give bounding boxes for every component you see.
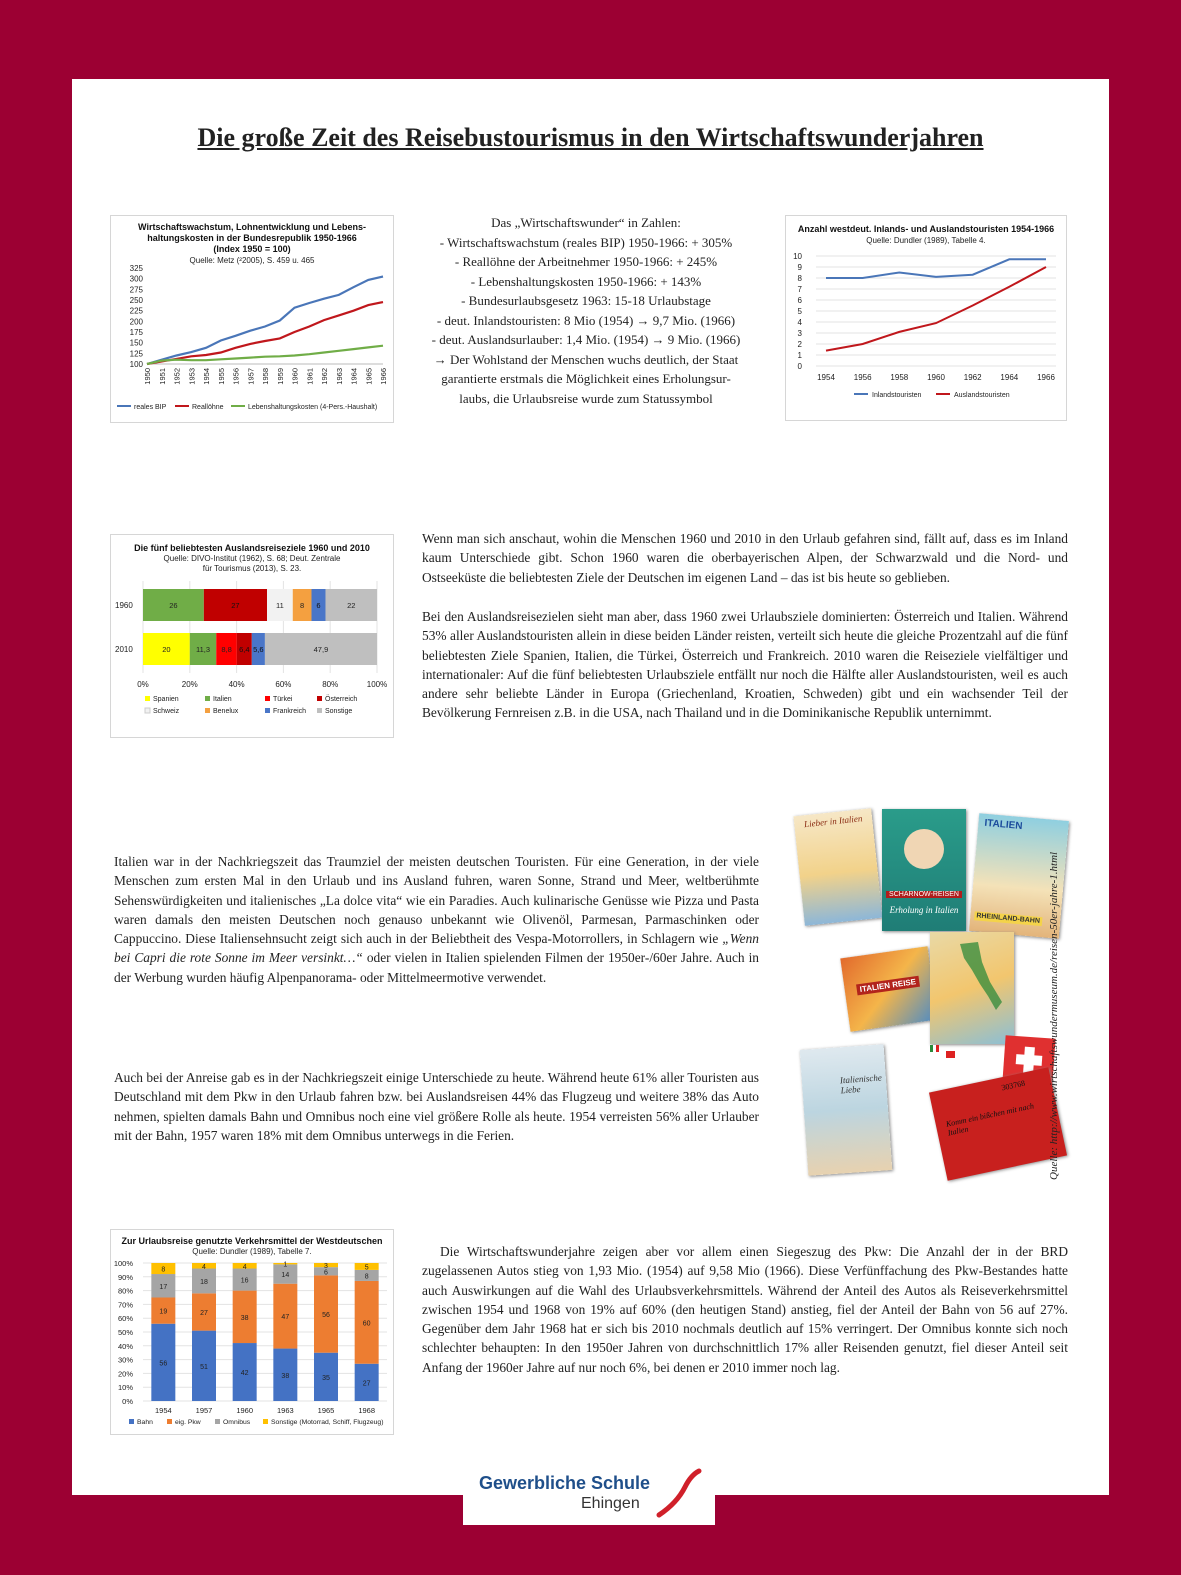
- y-tick-label: 5: [797, 307, 802, 316]
- data-label: 38: [240, 1314, 249, 1322]
- x-tick-label: 1966: [379, 368, 388, 385]
- poster-scharnow-sub: Erholung in Italien: [889, 905, 959, 915]
- logo-line2: Ehingen: [581, 1495, 640, 1512]
- paragraph-italy: [114, 852, 759, 987]
- legend-label: Reallöhne: [192, 404, 224, 411]
- wunder-line: garantierte erstmals die Möglichkeit eines Erholungsur-: [441, 371, 731, 386]
- category-label: 1960: [115, 601, 133, 610]
- poster-italien-text: ITALIEN: [983, 817, 1023, 833]
- data-label: 3: [324, 1263, 328, 1271]
- legend-label: Österreich: [325, 696, 358, 703]
- x-tick-label: 1955: [216, 368, 226, 385]
- italy-song-quote: „Wenn bei Capri die rote Sonne im Meer versinkt…“: [114, 931, 759, 966]
- x-tick-label: 0%: [137, 680, 149, 689]
- poster-italien-reise: [840, 946, 937, 1032]
- y-tick-label: 150: [129, 338, 143, 348]
- poster-italienische-liebe: [800, 1044, 893, 1176]
- y-tick-label: 80%: [117, 1286, 133, 1296]
- wunder-line: - Reallöhne der Arbeitnehmer 1950-1966: + 245%: [454, 254, 718, 269]
- y-tick-label: 50%: [117, 1328, 133, 1337]
- wunder-line: - deut. Inlandstouristen: 8 Mio (1954) → 9,7 Mio. (1966): [436, 312, 736, 328]
- y-tick-label: 275: [129, 285, 143, 295]
- x-tick-label: 1954: [817, 373, 835, 382]
- poster-komm-mit-text: Komm ein bißchen mit nach Italien: [944, 1101, 1035, 1138]
- x-tick-label: 1956: [231, 368, 241, 385]
- x-tick-label: 1964: [349, 368, 359, 385]
- logo-line1: Gewerbliche Schule: [479, 1473, 651, 1493]
- x-tick-label: 1960: [290, 368, 300, 385]
- y-tick-label: 10: [793, 252, 802, 261]
- legend-label: Omnibus: [223, 1419, 251, 1426]
- data-label: 56: [159, 1360, 168, 1368]
- data-label: 35: [322, 1374, 330, 1382]
- legend-label: Auslandstouristen: [954, 392, 1010, 399]
- data-label: 8: [364, 1273, 369, 1281]
- poster-portrait-icon: [904, 829, 944, 869]
- x-tick-label: 1951: [157, 368, 167, 385]
- data-label: 11,3: [195, 645, 211, 654]
- y-tick-label: 0: [797, 362, 802, 371]
- italy-flag-icon: [930, 1045, 939, 1052]
- x-tick-label: 1954: [154, 1406, 172, 1415]
- y-tick-label: 6: [797, 296, 802, 305]
- x-tick-label: 1952: [172, 368, 182, 385]
- x-tick-label: 1958: [890, 373, 909, 382]
- x-tick-label: 1957: [246, 368, 256, 385]
- data-label: 26: [169, 601, 178, 610]
- x-tick-label: 1950: [143, 368, 152, 385]
- school-logo: [463, 1463, 715, 1525]
- x-tick-label: 40%: [228, 680, 245, 689]
- source-vertical: Quelle: http://www.wirtschaftswundermuseum.de/reisen-50er-jahre-1.html: [1048, 851, 1060, 1180]
- category-label: 2010: [115, 645, 133, 654]
- legend-label: eig. Pkw: [175, 1419, 201, 1426]
- legend-swatch: [317, 696, 322, 701]
- y-tick-label: 30%: [117, 1355, 133, 1365]
- x-tick-label: 1965: [364, 368, 374, 385]
- swiss-flag-icon: [946, 1051, 955, 1058]
- data-label: 8: [161, 1266, 166, 1274]
- italy-text-b: oder vielen in Italien spielenden Filmen der 1950er-/60er Jahre. Auch in der Werbung wurden häufig Alpenpanorama- oder Mittelmeermotive verwendet.: [114, 950, 759, 985]
- data-label: 16: [240, 1277, 249, 1285]
- y-tick-label: 10%: [117, 1383, 133, 1393]
- data-label: 42: [240, 1370, 249, 1378]
- italy-map-icon: [930, 932, 1014, 1044]
- legend-swatch: [205, 708, 210, 713]
- x-tick-label: 1956: [853, 373, 872, 382]
- x-tick-label: 1961: [305, 368, 315, 385]
- page-title: Die große Zeit des Reisebustourismus in den Wirtschaftswunderjahren: [197, 123, 984, 152]
- data-label: 14: [281, 1272, 290, 1280]
- data-label: 5,6: [253, 645, 264, 654]
- chart-transport-plot: [111, 1257, 393, 1433]
- x-tick-label: 20%: [181, 680, 198, 689]
- y-tick-label: 225: [129, 306, 143, 316]
- y-tick-label: 100: [129, 360, 143, 369]
- data-label: 1: [283, 1261, 288, 1269]
- y-tick-label: 9: [797, 263, 802, 272]
- y-tick-label: 0%: [122, 1397, 133, 1406]
- data-label: 4: [202, 1263, 206, 1271]
- wunder-line: - deut. Auslandsurlauber: 1,4 Mio. (1954) → 9 Mio. (1966): [431, 332, 741, 347]
- y-tick-label: 2: [797, 340, 802, 349]
- wunder-heading: Das „Wirtschaftswunder“ in Zahlen:: [491, 215, 681, 230]
- data-label: 22: [347, 601, 356, 610]
- italy-text-a: Italien war in der Nachkriegszeit das Traumziel der meisten deutschen Touristen. Für eine Generation, in der viele Menschen zum ersten Mal in den Urlaub und ins Ausland fuhren, waren Sonne, Strand und Meer, weltberühmte Sehenswürdigkeiten und italienisches „La dolce vita“ wie ein Paradies. Auch kulinarische Genüsse wie Pizza und Pasta waren damals den meisten Deutschen noch genauso unbekannt wie Olivenöl, Parmesan, Parmaschinken oder Cappuccino. Diese Italiensehnsucht zeigt sich auch in der Beliebtheit des Vespa-Motorrollers, in Schlagern wie: [114, 854, 759, 947]
- wunder-line: laubs, die Urlaubsreise wurde zum Statussymbol: [459, 390, 713, 406]
- data-label: 20: [162, 645, 171, 654]
- paragraph-car: [422, 1242, 1068, 1377]
- x-tick-label: 1962: [963, 373, 982, 382]
- chart-economy-source: Quelle: Metz (²2005), S. 459 u. 465: [189, 256, 315, 265]
- chart-destinations-title: Die fünf beliebtesten Auslandsreiseziele 1960 und 2010: [134, 543, 370, 553]
- x-tick-label: 1968: [358, 1406, 376, 1415]
- chart-economy-title-line1: Wirtschaftswachstum, Lohnentwicklung und Lebens-: [138, 222, 366, 232]
- x-tick-label: 1962: [320, 368, 329, 385]
- x-tick-label: 1964: [1000, 373, 1019, 382]
- x-tick-label: 1963: [334, 368, 344, 385]
- legend-label: Lebenshaltungskosten (4-Pers.-Haushalt): [248, 404, 378, 411]
- data-label: 47: [281, 1314, 290, 1322]
- legend-label: Benelux: [213, 708, 239, 715]
- data-label: 8: [300, 601, 305, 610]
- chart-transport-source: Quelle: Dundler (1989), Tabelle 7.: [192, 1247, 312, 1256]
- chart-tourists-source: Quelle: Dundler (1989), Tabelle 4.: [866, 236, 986, 245]
- legend-swatch: [265, 708, 270, 713]
- chart-transport-title: Zur Urlaubsreise genutzte Verkehrsmittel der Westdeutschen: [121, 1236, 383, 1246]
- legend-label: Spanien: [153, 696, 179, 703]
- paragraph-travel: Auch bei der Anreise gab es in der Nachkriegszeit einige Unterschiede zu heute. Während heute 61% aller Touristen aus Deutschland mit dem Pkw in den Urlaub fahren bzw. bei Auslandsreisen 44% das Flugzeug und weitere 38% das Auto nehmen, spielten damals Bahn und Omnibus noch eine viel größere Rolle als heute. 1954 verreisten 56% aller Urlauber mit der Bahn, 1957 waren 18% mit dem Omnibus unterwegs in die Ferien.: [114, 1070, 759, 1143]
- x-tick-label: 1963: [276, 1406, 294, 1415]
- paragraph-domestic: Wenn man sich anschaut, wohin die Menschen 1960 und 2010 in den Urlaub gefahren sind, fällt auf, dass es im Inland kaum Unterschiede gibt. Schon 1960 waren die oberbayerischen Alpen, der Schwarzwald und die Nord- und Ostseeküste die beliebtesten Ziele der Deutschen im eigenen Land – das ist bis heute so geblieben.: [422, 531, 1068, 585]
- y-tick-label: 125: [129, 349, 143, 359]
- data-label: 38: [281, 1372, 290, 1380]
- wunder-line: - Lebenshaltungskosten 1950-1966: + 143%: [470, 273, 702, 289]
- x-tick-label: 1960: [236, 1406, 254, 1415]
- chart-destinations-source-line1: Quelle: DIVO-Institut (1962), S. 68; Deut. Zentrale: [163, 554, 341, 563]
- wunder-line: - Bundesurlaubsgesetz 1963: 15-18 Urlaubstage: [461, 293, 711, 308]
- data-label: 19: [159, 1308, 168, 1316]
- legend-label: Inlandstouristen: [872, 392, 922, 399]
- x-tick-label: 1965: [317, 1406, 335, 1415]
- y-tick-label: 70%: [117, 1300, 133, 1310]
- car-text: Die Wirtschaftswunderjahre zeigen aber vor allem einen Siegeszug des Pkw: Die Anzahl der in der BRD zugelassenen Autos stieg von 1,93 Mio. (1954) auf 9,58 Mio (1966). Diese Verfünffachung des Pkw-Bestandes hatte auch Auswirkungen auf die Wahl des Urlaubsverkehrsmittels. Während der Anteil des Autos als Reiseverkehrsmittel zwischen 1954 und 1968 von 19% auf 60% (den heutigen Stand) anstieg, fiel der Anteil der Bahn von 56 auf 27%. Gegenüber dem Jahr 1968 hat er sich bis 2010 nochmals deutlich auf 15% verringert. Der Omnibus konnte sich noch schlechter behaupten: In den 1950er Jahren von durchschnittlich 17% aller Reisenden genutzt, fiel dieser Anteil seit Anfang der 1960er Jahre auf nur noch 6%, bei denen er 2010 immer noch lag.: [422, 1244, 1068, 1375]
- chart-economy: [110, 215, 394, 423]
- chart-destinations: [110, 534, 394, 738]
- data-label: 6,4: [239, 645, 250, 654]
- poster-scharnow-reisen: [882, 809, 966, 931]
- data-label: 6: [324, 1269, 328, 1277]
- legend-label: Bahn: [137, 1419, 153, 1426]
- y-tick-label: 8: [797, 274, 802, 283]
- x-tick-label: 80%: [322, 680, 339, 689]
- legend-label: Frankreich: [273, 708, 307, 715]
- logo-swoosh-icon: [463, 1463, 715, 1525]
- data-label: 6: [316, 601, 321, 610]
- y-tick-label: 300: [129, 274, 143, 284]
- wunder-facts: [416, 213, 756, 408]
- legend-swatch: [263, 1419, 268, 1424]
- data-label: 17: [159, 1283, 168, 1291]
- y-tick-label: 20%: [117, 1369, 133, 1379]
- poster-flags: [924, 1037, 970, 1075]
- legend-swatch: [129, 1419, 134, 1424]
- poster-komm-mit-number: 303768: [1000, 1078, 1026, 1093]
- y-tick-label: 60%: [117, 1314, 133, 1324]
- legend-swatch: [215, 1419, 220, 1424]
- legend-swatch: [145, 708, 150, 713]
- y-tick-label: 4: [797, 318, 802, 327]
- wunder-line: - Wirtschaftswachstum (reales BIP) 1950-1966: + 305%: [439, 234, 733, 250]
- legend-swatch: [145, 696, 150, 701]
- chart-tourists-title: Anzahl westdeut. Inlands- und Auslandstouristen 1954-1966: [797, 224, 1055, 234]
- y-tick-label: 3: [797, 329, 802, 338]
- x-tick-label: 1960: [927, 373, 945, 382]
- x-tick-label: 1958: [261, 368, 270, 385]
- chart-economy-title-line2: haltungskosten in der Bundesrepublik 1950-1966: [147, 233, 357, 243]
- data-label: 27: [231, 601, 240, 610]
- swiss-cross-bar: [1016, 1054, 1043, 1066]
- legend-label: reales BIP: [134, 404, 167, 411]
- chart-destinations-plot: [111, 577, 393, 737]
- data-label: 18: [200, 1278, 208, 1286]
- y-tick-label: 7: [797, 285, 802, 294]
- y-tick-label: 250: [129, 296, 143, 305]
- chart-economy-title-line3: (Index 1950 = 100): [213, 244, 291, 254]
- series-line: [826, 267, 1046, 351]
- x-tick-label: 1954: [202, 368, 211, 385]
- data-label: 8,8: [221, 645, 232, 654]
- chart-tourists-plot: [786, 248, 1066, 418]
- legend-swatch: [317, 708, 322, 713]
- legend-label: Schweiz: [153, 708, 180, 715]
- legend-swatch: [265, 696, 270, 701]
- data-label: 11: [275, 601, 284, 610]
- legend-label: Türkei: [273, 696, 293, 703]
- poster-komm-mit: [929, 1067, 1067, 1180]
- legend-label: Italien: [213, 696, 232, 703]
- y-tick-label: 90%: [117, 1272, 133, 1282]
- data-label: 51: [200, 1363, 208, 1371]
- legend-label: Sonstige (Motorrad, Schiff, Flugzeug): [271, 1419, 384, 1426]
- data-label: 4: [242, 1263, 247, 1271]
- x-tick-label: 1953: [187, 368, 197, 385]
- y-tick-label: 100%: [113, 1259, 133, 1268]
- poster-rheinland-text: RHEINLAND-BAHN: [974, 911, 1042, 926]
- data-label: 47,9: [313, 645, 329, 654]
- poster-page: [72, 79, 1109, 1495]
- legend-swatch: [167, 1419, 172, 1424]
- data-label: 60: [362, 1320, 371, 1328]
- y-tick-label: 200: [129, 317, 143, 327]
- y-tick-label: 40%: [117, 1341, 133, 1351]
- data-label: 27: [200, 1309, 208, 1317]
- data-label: 56: [322, 1312, 330, 1320]
- chart-tourists: [785, 215, 1067, 421]
- y-tick-label: 1: [797, 351, 802, 360]
- poster-liebe-text: Italienische Liebe: [839, 1072, 883, 1096]
- legend-swatch: [205, 696, 210, 701]
- chart-transport: [110, 1229, 394, 1435]
- x-tick-label: 60%: [275, 680, 292, 689]
- x-tick-label: 1957: [195, 1406, 213, 1415]
- x-tick-label: 1966: [1037, 373, 1055, 382]
- y-tick-label: 325: [129, 264, 143, 273]
- poster-lieber-in-italien: [793, 808, 882, 926]
- x-tick-label: 100%: [366, 680, 388, 689]
- data-label: 27: [362, 1380, 371, 1388]
- poster-italien-reise-text: ITALIEN REISE: [856, 976, 920, 996]
- poster-scharnow-text: SCHARNOW-REISEN: [886, 891, 962, 898]
- x-tick-label: 1959: [275, 368, 285, 385]
- y-tick-label: 175: [129, 328, 143, 337]
- poster-lieber-in-italien-text: Lieber in Italien: [803, 813, 863, 830]
- series-line: [826, 259, 1046, 278]
- paragraph-foreign: Bei den Auslandsreisezielen sieht man aber, dass 1960 zwei Urlaubsziele dominierten: Österreich und Italien. Während 53% aller Auslandstouristen allein in diese beiden Länder reisten, verteilt sich heute die gleiche Prozentzahl auf die fünf beliebtesten Ziele Spanien, Italien, die Türkei, Österreich und Frankreich. 2010 waren die Reiseziele vielfältiger und internationaler: Auf die fünf beliebtesten Urlaubsziele entfällt nur noch die Hälfte aller Auslandstouristen, weil es auch andere sehr beliebte Länder in Europa (Griechenland, Kroatien, Schweden) gibt und ein wachsender Teil der Bevölkerung Fernreisen z.B. in die USA, nach Thailand und in die Dominikanische Republik unternimmt.: [422, 609, 1068, 721]
- legend-label: Sonstige: [325, 708, 353, 715]
- poster-italy-map: [930, 932, 1014, 1044]
- wunder-line: → Der Wohlstand der Menschen wuchs deutlich, der Staat: [433, 351, 739, 367]
- data-label: 5: [364, 1264, 369, 1272]
- chart-economy-plot: [111, 264, 393, 424]
- chart-destinations-source-line2: für Tourismus (2013), S. 23.: [202, 564, 302, 573]
